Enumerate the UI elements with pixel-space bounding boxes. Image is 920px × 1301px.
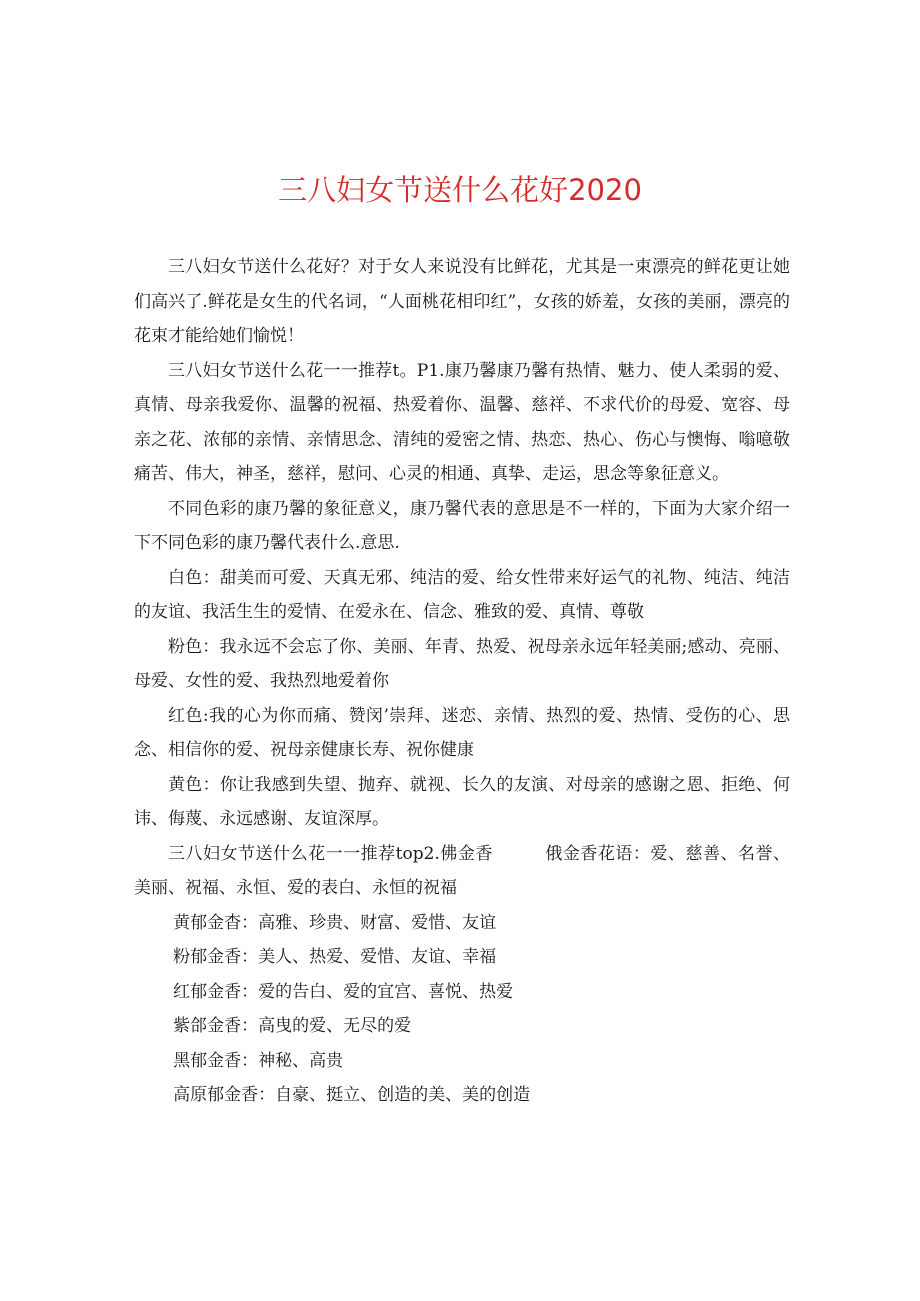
paragraph-carnation-colors: 不同色彩的康乃馨的象征意义，康乃馨代表的意思是不一样的，下面为大家介绍一下不同色彩的康乃馨代表什么.意思. <box>134 498 790 553</box>
paragraph-carnation: 三八妇女节送什么花一一推荐t。P1.康乃馨康乃馨有热情、魅力、使人柔弱的爱、真情、母亲我爱你、温馨的祝福、热爱着你、温馨、慈祥、不求代价的母爱、宽容、母亲之花、浓郁的亲情、亲情思念、清纯的爱密之情、热恋、热心、伤心与懊悔、嗡噫敬痛苦、伟大，神圣，慈祥，慰问、心灵的相通、真挚、走运，思念等象征意义。 <box>134 360 790 484</box>
paragraph-black-tulip: 黑郁金香：神秘、高贵 <box>173 1050 344 1071</box>
paragraph-pink: 粉色：我永远不会忘了你、美丽、年青、热爱、祝母亲永远年轻美丽;感动、亮丽、母爱、女性的爱、我热烈地爱着你 <box>134 636 790 691</box>
document-body <box>134 250 790 1113</box>
paragraph-red-tulip: 红郁金香：爱的告白、爱的宜宫、喜悦、热爱 <box>173 981 514 1002</box>
paragraph-tulip: 三八妇女节送什么花一一推荐top2.佛金香 俄金香花语：爱、慈善、名誉、美丽、祝福、永恒、爱的表白、永恒的祝福 <box>134 843 790 898</box>
paragraph-yellow: 黄色：你让我感到失望、抛弃、就视、长久的友演、对母亲的感谢之恩、拒绝、何讳、侮蔑、永远感谢、友谊深厚。 <box>134 774 790 829</box>
document-title: 三八妇女节送什么花好2020 <box>278 173 642 207</box>
paragraph-highland-tulip: 高原郁金香：自豪、挺立、创造的美、美的创造 <box>173 1085 531 1105</box>
paragraph-yellow-tulip: 黄郁金杳：高雅、珍贵、财富、爱惜、友谊 <box>173 912 497 933</box>
paragraph-white: 白色：甜美而可爱、天真无邪、纯洁的爱、给女性带来好运气的礼物、纯洁、纯洁的友谊、我活生生的爱情、在爱永在、信念、雅致的爱、真情、尊敬 <box>134 567 790 622</box>
paragraph-red: 红色:我的心为你而痛、赞闵’崇拜、迷恋、亲情、热烈的爱、热情、受伤的心、思念、相信你的爱、祝母亲健康长寿、祝你健康 <box>134 705 790 760</box>
paragraph-purple-tulip: 紫郃金香：高曳的爱、无尽的爱 <box>173 1016 412 1036</box>
paragraph-intro: 三八妇女节送什么花好？对于女人来说没有比鲜花，尤其是一束漂亮的鲜花更让她们高兴了.鲜花是女生的代名词，“人面桃花相印红”，女孩的娇羞，女孩的美丽，漂亮的花束才能给她们愉悦！ <box>134 257 790 346</box>
paragraph-pink-tulip: 粉郁金香：美人、热爱、爱惜、友谊、幸福 <box>173 947 497 967</box>
